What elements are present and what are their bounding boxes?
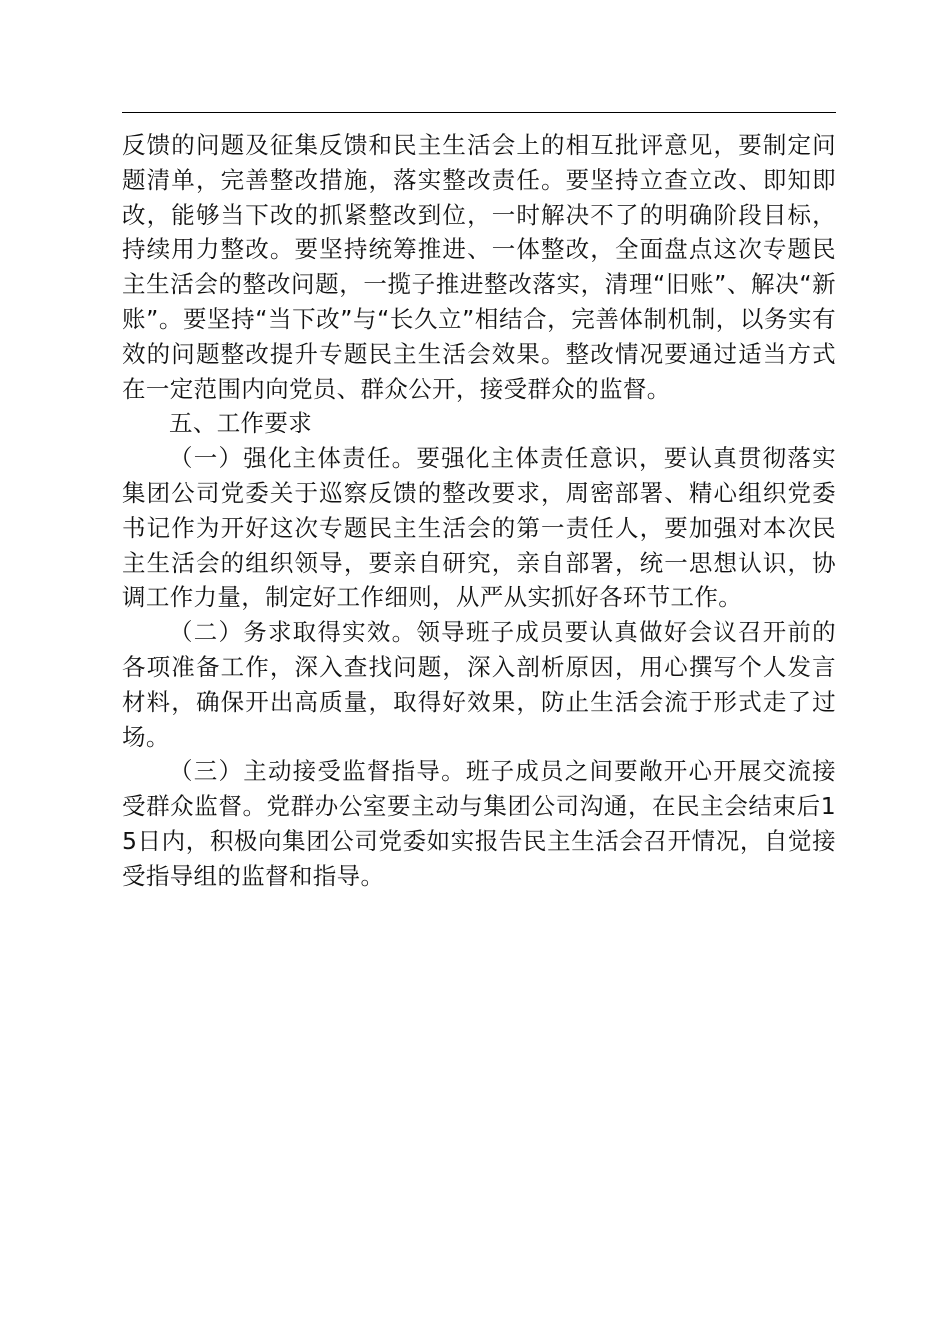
header-rule [122,112,836,113]
paragraph-rectification-continued: 反馈的问题及征集反馈和民主生活会上的相互批评意见，要制定问题清单，完善整改措施，落实整改责任。要坚持立查立改、即知即改，能够当下改的抓紧整改到位，一时解决不了的明确阶段目标，持续用力整改。要坚持统筹推进、一体整改，全面盘点这次专题民主生活会的整改问题，一揽子推进整改落实，清理“旧账”、解决“新账”。要坚持“当下改”与“长久立”相结合，完善体制机制，以务实有效的问题整改提升专题民主生活会效果。整改情况要通过适当方式在一定范围内向党员、群众公开，接受群众的监督。 [122,131,836,403]
paragraph-item-three: （三）主动接受监督指导。班子成员之间要敞开心开展交流接受群众监督。党群办公室要主动与集团公司沟通，在民主会结束后15日内，积极向集团公司党委如实报告民主生活会召开情况，自觉接受指导组的监督和指导。 [122,757,836,890]
paragraph-item-two: （二）务求取得实效。领导班子成员要认真做好会议召开前的各项准备工作，深入查找问题，深入剖析原因，用心撰写个人发言材料，确保开出高质量，取得好效果，防止生活会流于形式走了过场。 [122,618,836,751]
paragraph-item-one: （一）强化主体责任。要强化主体责任意识，要认真贯彻落实集团公司党委关于巡察反馈的整改要求，周密部署、精心组织党委书记作为开好这次专题民主生活会的第一责任人，要加强对本次民主生活会的组织领导，要亲自研究，亲自部署，统一思想认识，协调工作力量，制定好工作细则，从严从实抓好各环节工作。 [122,444,836,612]
document-body [122,128,836,894]
section-heading-work-requirements: 五、工作要求 [169,409,313,438]
